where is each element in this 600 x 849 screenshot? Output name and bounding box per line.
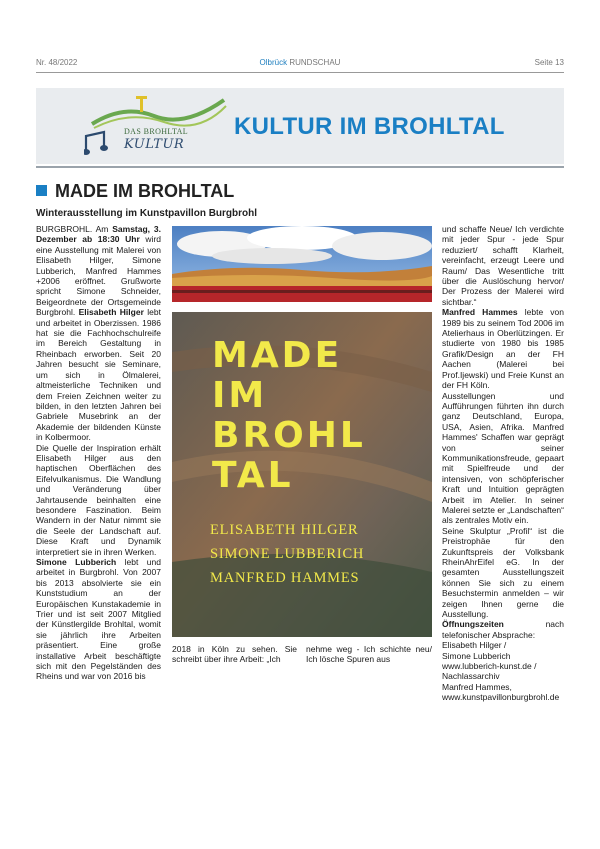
- paragraph: Simone Lubberich lebt und arbeitet in Burgbrohl. Von 2007 bis 2013 absolvierte sie ein Kunststudium an der Europäischen Kunstakademie in Trier und ist seit 2007 Mitglied der Künstlergilde Brohltal, womit sie jährlich ihre Arbeiten präsentiert. Eine große installative Arbeit beschäftigte sich mit den Pegelständen des Rheins und war von 2016 bis: [36, 557, 161, 682]
- paragraph: Die Quelle der Inspiration erhält Elisabeth Hilger aus den haptischen Oberflächen des Eifelvulkanismus. Die Wandlung und Veränderung über Jahrtausende beinhalten eine besondere Faszination. Beim Wandern in der Natur nimmt sie die Seele der Landschaft auf. Diese Kraft und Dynamik interpretiert sie in ihren Werken.: [36, 442, 161, 557]
- paper-name: [36, 58, 564, 67]
- article-column-3: nehme weg - Ich schichte neu/ Ich lösche Spuren aus: [306, 644, 432, 665]
- poster-artist-3: MANFRED HAMMES: [210, 570, 360, 586]
- contact-line: Manfred Hammes,: [442, 681, 512, 692]
- banner-rule: [36, 166, 564, 168]
- paragraph: Seine Skulptur „Profil“ ist die Preistrophäe für den Zukunftspreis der Volksbank RheinAhrEifel eG. In der gesamten Ausstellungszeit können Sie sich zu einem Besuchstermin anmelden – wir zeigen Ihnen gerne die Ausstellung.: [442, 525, 564, 620]
- contact-line: Elisabeth Hilger /: [442, 640, 507, 651]
- article-title: MADE IM BROHLTAL: [55, 181, 235, 201]
- article-column-1: [36, 224, 161, 682]
- paragraph: Ausstellungen und Aufführungen führten ihn durch ganz Deutschland, Europa, USA, Asien, Afrika. Manfred Hammes' Schaffen war geprägt von seiner Kommunikationsfreude, gepaart mit Spielfreude und der intensiven, von schöpferischer Kraft und Intuition geprägten Arbeit im Atelier. In seiner Malerei setzte er „Landschaften“ als zentrales Motiv ein.: [442, 390, 564, 526]
- poster-line-4: TAL: [212, 455, 294, 496]
- poster-artist-2: SIMONE LUBBERICH: [210, 546, 365, 562]
- issue-number: Nr. 48/2022: [36, 58, 78, 67]
- paper-town: Olbrück: [259, 58, 288, 67]
- paragraph: BURGBROHL. Am Samstag, 3. Dezember ab 18:30 Uhr wird eine Ausstellung mit Malerei von Elisabeth Hilger, Simone Lubberich, Manfred Hammes +2006 eröffnet. Grußworte spricht Simone Schneider, Beigeordnete der Ortsgemeinde Burgbrohl. Elisabeth Hilger lebt und arbeitet in Oberzissen. 1986 hat sie die Fachhochschulreife im Bereich Gestaltung in Rheinbach erworben. Seit 20 Jahren besucht sie Seminare, um sich in Ölmalerei, altmeisterliche Techniken und dem Freien Zeichnen weiter zu bilden, in den letzten Jahren bei Gabriele Musebrink an der Akademie der bildenden Künste in Kolbermoor.: [36, 224, 162, 443]
- exhibition-poster: [172, 312, 432, 637]
- article-column-2: 2018 in Köln zu sehen. Sie schreibt über ihre Arbeit: „Ich: [172, 644, 297, 665]
- paragraph: Öffnungszeiten nach telefonischer Absprache:: [442, 619, 564, 640]
- paragraph: Manfred Hammes lebte von 1989 bis zu seinem Tod 2006 im Atelierhaus in Oberlützingen. Er studierte von 1980 bis 1985 Grafik/Design an der FH Aachen (Malerei bei Prof.Ijewski) und Freie Kunst an der FH Köln.: [442, 307, 564, 391]
- poster-line-2: IM: [212, 375, 268, 416]
- header-rule: [36, 72, 564, 73]
- website-link[interactable]: www.kunstpavillonburgbrohl.de: [442, 692, 560, 703]
- logo-wordmark: KULTUR: [124, 137, 185, 152]
- section-marker: [36, 185, 47, 196]
- article-column-4: [442, 224, 564, 703]
- article-subtitle: Winterausstellung im Kunstpavillon Burgbrohl: [36, 208, 258, 219]
- logo-tagline: DAS BROHLTAL: [124, 127, 189, 136]
- poster-artist-1: ELISABETH HILGER: [210, 522, 359, 538]
- contact-line: Simone Lubberich: [442, 650, 511, 661]
- poster-line-3: BROHL: [212, 415, 366, 456]
- website-link[interactable]: www.lubberich-kunst.de /: [442, 661, 537, 672]
- poster-line-1: MADE: [212, 335, 343, 376]
- page-number: Seite 13: [534, 58, 564, 67]
- landscape-painting: [172, 226, 432, 302]
- contact-line: Nachlassarchiv: [442, 671, 500, 682]
- banner-title: KULTUR IM BROHLTAL: [234, 113, 505, 140]
- page-header: [36, 58, 564, 70]
- paper-title: RUNDSCHAU: [289, 58, 341, 67]
- section-banner: [36, 88, 564, 164]
- paragraph: und schaffe Neue/ Ich verdichte mit jeder Spur - jede Spur reduziert/ schafft Klarheit, vereinfacht, erzeugt Leere und Raum/ Das Wesentliche tritt über die Auslöschung hervor/ Der Prozess der Malerei wird sichtbar.“: [442, 224, 564, 307]
